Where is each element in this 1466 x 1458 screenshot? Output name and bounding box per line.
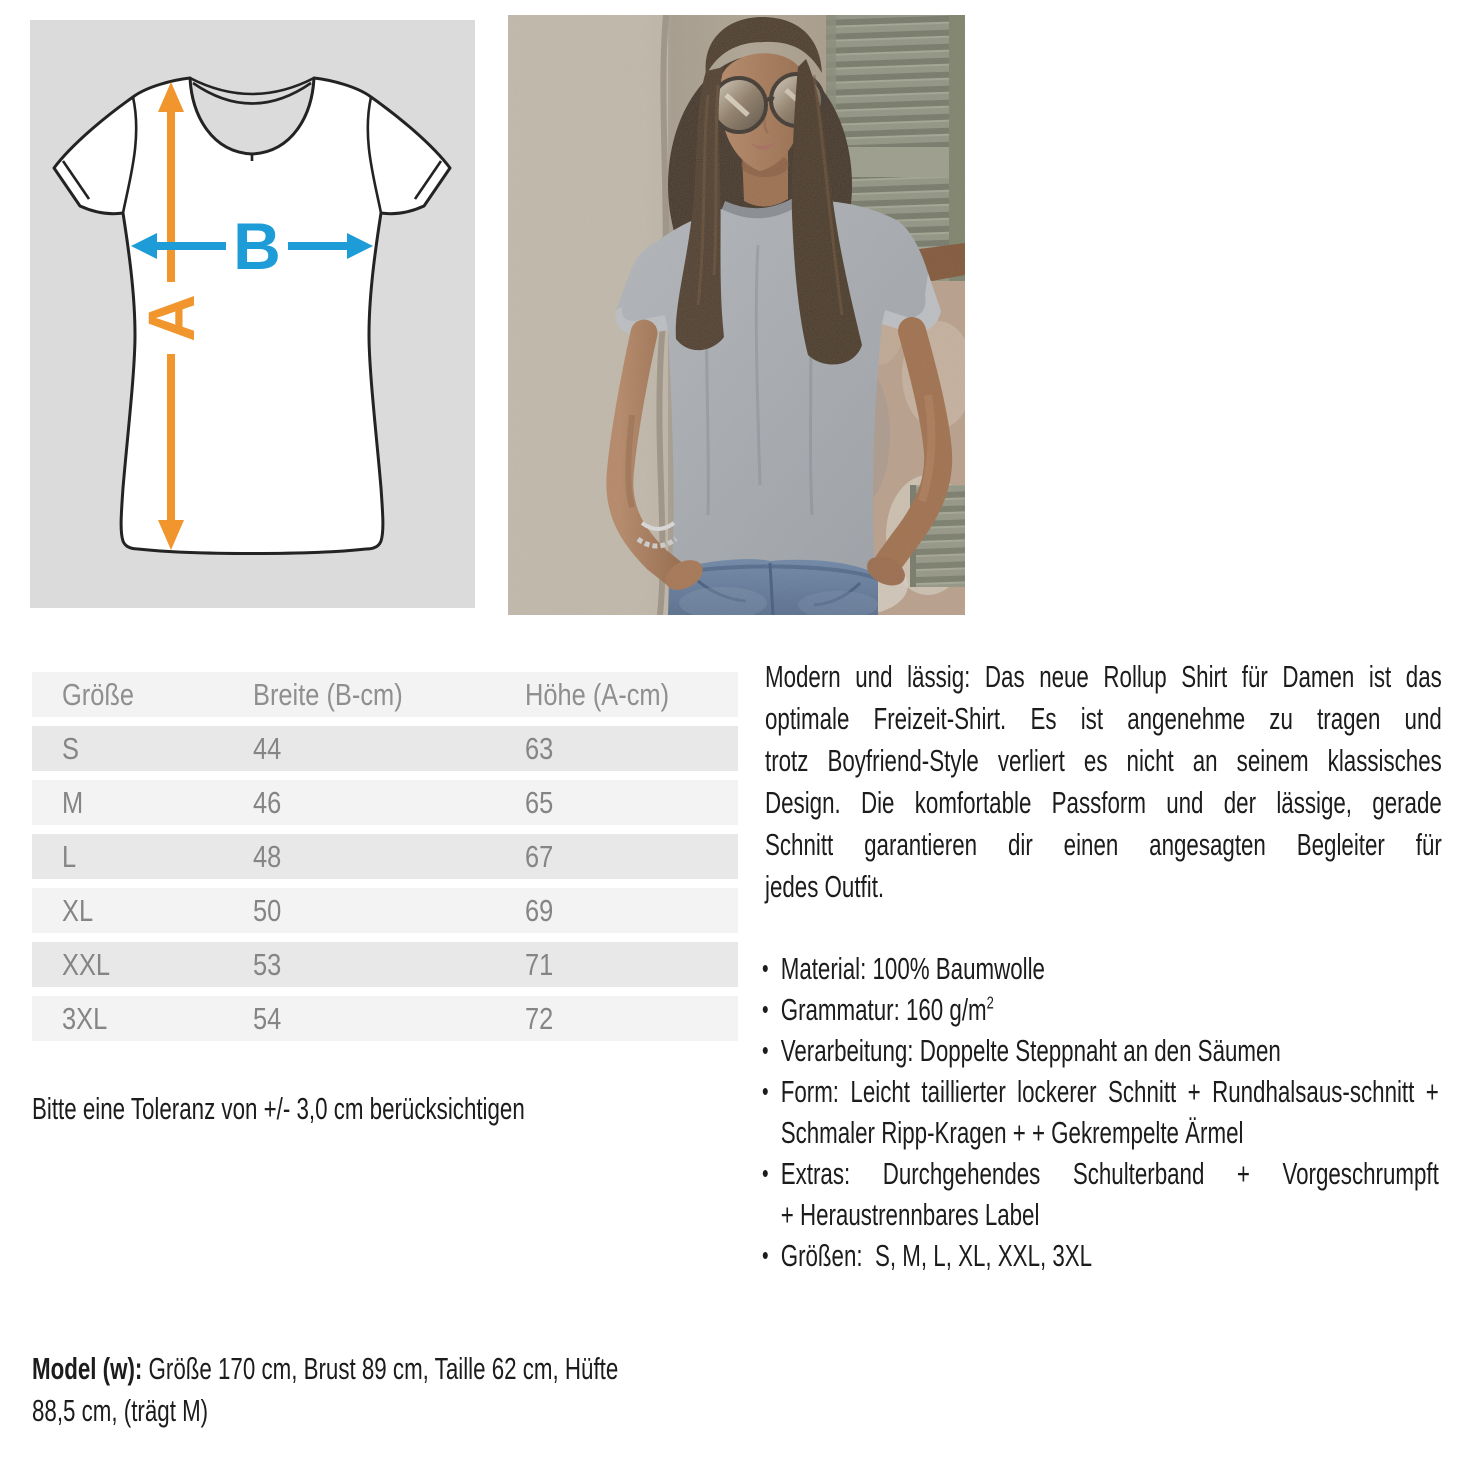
- col-header-width: Breite (B-cm): [253, 676, 403, 712]
- table-row: L 48 67: [32, 834, 738, 879]
- size-diagram-panel: [30, 20, 475, 608]
- table-row: M 46 65: [32, 780, 738, 825]
- bullet-icon: •: [762, 1035, 769, 1065]
- tshirt-outline: [54, 78, 450, 554]
- height-label-a: A: [134, 294, 208, 342]
- product-photo: [508, 15, 965, 615]
- feature-grammatur: • Grammatur: 160 $g/m^2$: [762, 989, 1439, 1030]
- bullet-icon: •: [762, 1240, 769, 1270]
- product-description: [765, 656, 1442, 908]
- col-header-height: Höhe (A-cm): [525, 676, 670, 712]
- table-row: 3XL 54 72: [32, 996, 738, 1041]
- photo-grain-overlay: [508, 15, 965, 615]
- description-line: Design. Die komfortable Passform und der lässige, gerade: [765, 785, 1442, 820]
- bullet-icon: •: [762, 1076, 769, 1106]
- width-label-b: B: [233, 209, 281, 283]
- feature-verarbeitung: • Verarbeitung: Doppelte Steppnaht an den Säumen: [762, 1030, 1439, 1071]
- feature-list: [762, 948, 1439, 1276]
- model-info-line2: 88,5 cm, (trägt M): [32, 1393, 209, 1428]
- model-info-line1: Größe 170 cm, Brust 89 cm, Taille 62 cm, Hüfte: [142, 1351, 619, 1386]
- size-table-header-row: [32, 672, 738, 717]
- tshirt-measure-diagram: [30, 20, 475, 608]
- description-line: Schnitt garantieren dir einen angesagten Begleiter für: [765, 827, 1442, 862]
- model-info: [32, 1348, 1032, 1432]
- table-row: XL 50 69: [32, 888, 738, 933]
- description-line: jedes Outfit.: [765, 869, 885, 904]
- bullet-icon: •: [762, 994, 769, 1024]
- description-line: trotz Boyfriend-Style verliert es nicht an seinem klassisches: [765, 743, 1442, 778]
- size-table: [32, 672, 738, 1050]
- model-photo-illustration: [508, 15, 965, 615]
- table-row: S 44 63: [32, 726, 738, 771]
- col-header-size: Größe: [62, 676, 135, 712]
- table-row: XXL 53 71: [32, 942, 738, 987]
- description-line: optimale Freizeit-Shirt. Es ist angenehme zu tragen und: [765, 701, 1442, 736]
- bullet-icon: •: [762, 1158, 769, 1188]
- superscript-two: 2: [986, 992, 994, 1013]
- description-line: Modern und lässig: Das neue Rollup Shirt für Damen ist das: [765, 659, 1442, 694]
- feature-form: • Form: Leicht taillierter lockerer Schnitt + Rundhalsaus-schnitt + Schmaler Ripp-Kragen + + Gekrempelte Ärmel: [762, 1071, 1439, 1153]
- feature-groessen: • Größen: S, M, L, XL, XXL, 3XL: [762, 1235, 1439, 1276]
- feature-material: • Material: 100% Baumwolle: [762, 948, 1439, 989]
- feature-extras: • Extras: Durchgehendes Schulterband + Vorgeschrumpft + Heraustrennbares Label: [762, 1153, 1439, 1235]
- model-info-label: Model (w):: [32, 1351, 143, 1386]
- tolerance-note: Bitte eine Toleranz von +/- 3,0 cm berücksichtigen: [32, 1091, 525, 1126]
- bullet-icon: •: [762, 953, 769, 983]
